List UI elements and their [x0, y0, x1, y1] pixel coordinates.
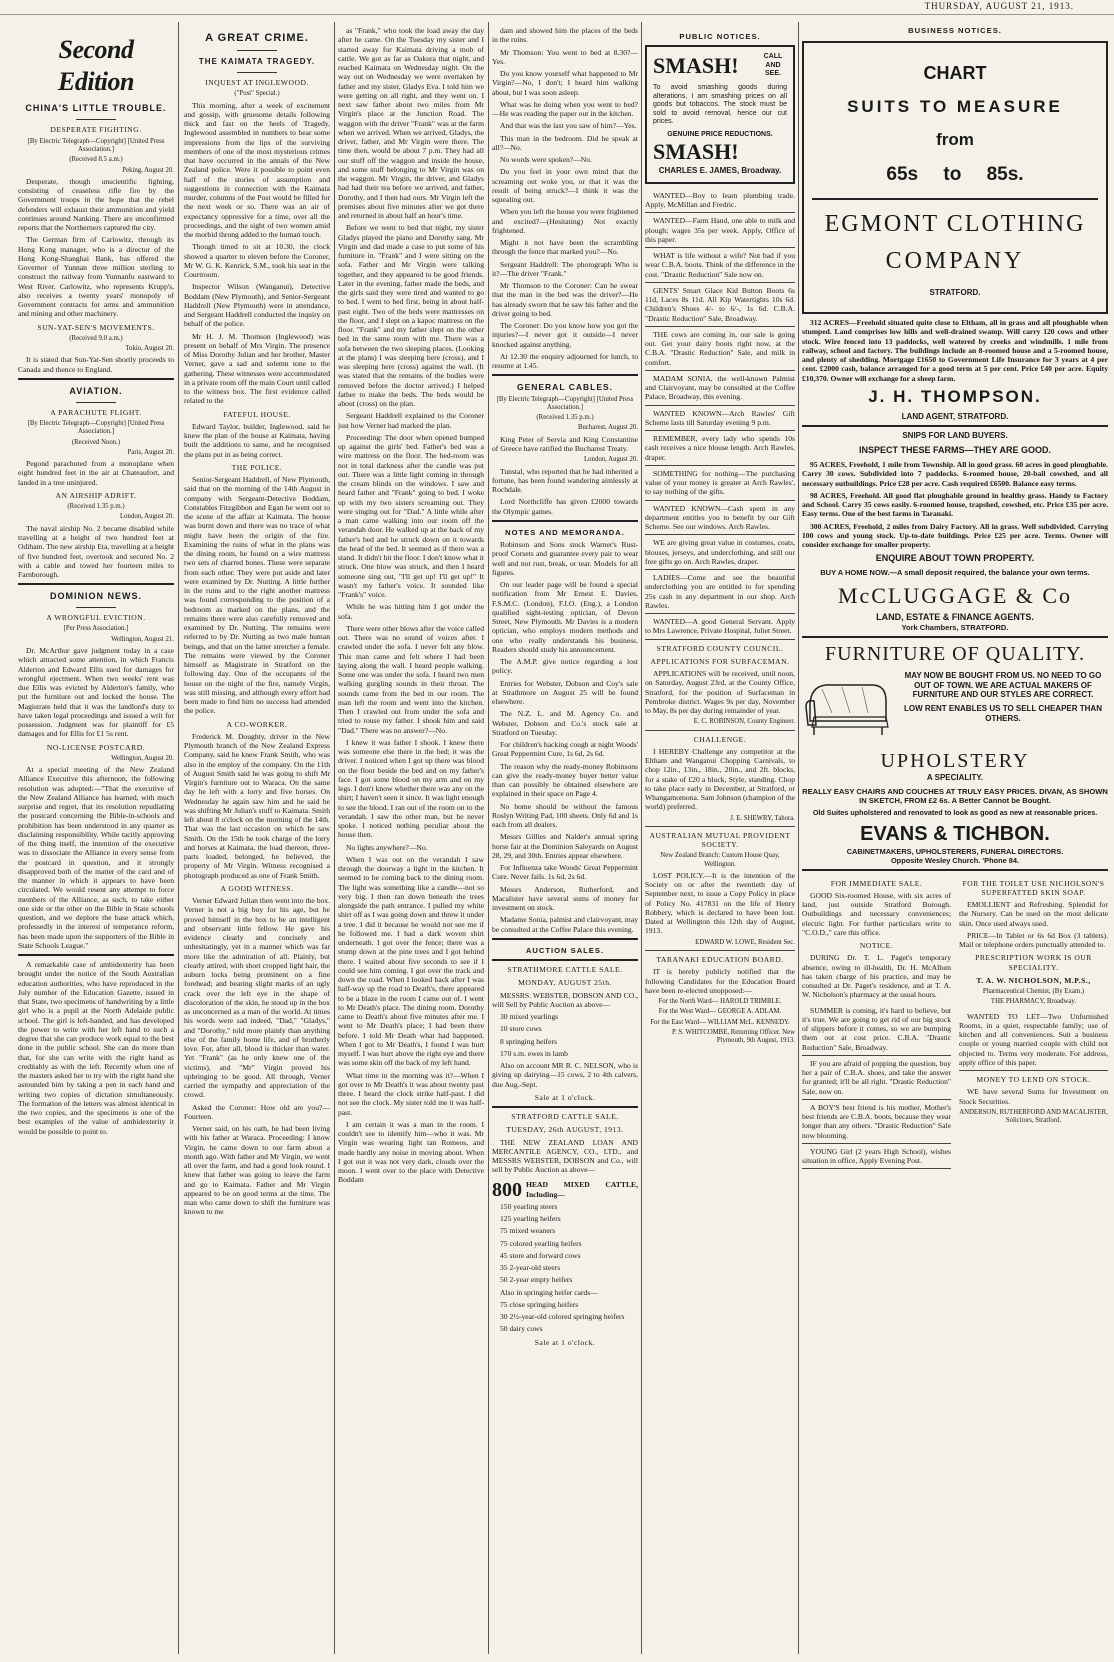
subheadline: STRATHMORE CATTLE SALE. — [507, 965, 623, 975]
article-paragraph: Messrs Gillies and Nalder's annual spring horse fair at the Dominion Saleyards on August 28, 29, and 30th. Entries appear elsewhere. — [492, 832, 638, 860]
old-suites: Old Suites upholstered and renovated to look as good as new at reasonable prices. — [812, 808, 1098, 818]
article-paragraph: Tunstal, who reported that he had inherited a fortune, has been found wandering aimlessly at Rochdale. — [492, 466, 638, 495]
notice-text: IT is hereby publicly notified that the following Candidates for the Education Board have been re-elected unopposed:— — [645, 967, 795, 995]
head-count: 800 — [492, 1178, 522, 1201]
column-2 — [184, 26, 330, 1654]
list-item: 75 mixed weaners — [500, 1226, 556, 1236]
divider — [76, 607, 116, 608]
dateline: London, August 20. — [120, 513, 174, 521]
received-time: (Received 1.35 p.m.) — [536, 414, 594, 422]
classified-ad: YOUNG Girl (2 years High School), wishes situation in office, Apply Evening Post. — [802, 1144, 951, 1170]
article-paragraph: The Coroner: Do you know how you got the injuries?—I never got it outside—I never knocked against anything. — [492, 321, 638, 349]
article-paragraph: Before we went to bed that night, my sister Gladys played the piano and Dorothy sang. Mr Virgin and dad made a case to put some of his furniture in. "Frank" and I were sitting on the sofa. Father and Mr Virgin were talking together, and they appeared to be good friends. Later in the evening, father made the beds, and the girls said they were tired and wanted to go to bed. I went to bed first, being in about half-past eight. Two of the beds were mattresses on the floor, and I slept on a kapoc mattress on the floor. "Frank" and my father slept on the other bed in the same room with me. There was a sofa between the two sleeping places. (Looking at the plans) I was sleeping here (cross), and I was sleeping here (cross) against the wall. (It was stated that the remains of the bodies were removed before the doctor arrived.) I helped father to make the beds. The beds would be about (cross) on the plan. — [338, 223, 484, 408]
from-label: from — [936, 129, 974, 149]
article-paragraph: The reason why the ready-money Robinsons can give the ready-money buyer better value than can possibly be obtained elsewhere are explained in their space on Page 4. — [492, 761, 638, 799]
article-paragraph: Frederick M. Doughty, driver in the New Plymouth branch of the New Zealand Express Company, said he knew Frank Smith, who was also in the employ of the company. On the 11th of August Smith said he was going to shift Mr Virgin's furniture out to Waraca. On the same day he left with a lorry and five horses. On Wednesday he again saw him and he said he was shifting Mr Julian's stuff to Kaimata. Smith left about 8 o'clock on the morning of the 14th. That was the last occasion on which he saw Smith. On the 15th he took charge of the lorry and horses at Kaimata, the load thereon, three-parts loaded, belonged, he believed, the property of Mr Virgin. Witness recognised a photograph produced as one of Frank Smith. — [184, 731, 330, 880]
article-paragraph: Verner said, on his oath, he had been living with his father at Waraca. Proceeding: I know Virgin, he came down to our farm about a month ago. With father and Mr Virgin, we went all over the farm, and had a good look round. I knew that father was going to leave the farm and go to Kaimata. Father and Mr Virgin appeared to be on good terms at the time. The man who came down to shift the furniture was known to me — [184, 1124, 330, 1217]
article-paragraph: Proceeding: The door when opened bumped up against the girls' bed. Father's bed was a wire mattress on the floor. The bed-room was not in total darkness after the candle was put out. There was a little light coming in through the cream blinds on the windows. I saw and heard father and "Frank" going to bed. I woke up with my two sisters screaming out. They were singing out for "Dad." A little while after a man came walking into our room off the verandah door. He walked up at the back of my father's bed and he struck down on it towards the head of the bed. It seemed as if there was a stand. It didn't hit the floor. I don't know what it struck. One blow was struck, and then I heard someone sing out, "I'll get up! I'll get up!" It wasn't my father's voice. It sounded like "Frank's" voice. — [338, 432, 484, 599]
prescription-heading: PRESCRIPTION WORK IS OUR SPECIALITY. — [975, 953, 1092, 972]
list-item: 45 store and forward cows — [500, 1250, 581, 1260]
list-item: 50 2-year empty heifers — [500, 1275, 573, 1285]
notice-heading: FOR IMMEDIATE SALE. — [830, 878, 923, 888]
column-rule — [641, 22, 642, 1654]
article-paragraph: Pegond parachuted from a monoplane when eight hundred feet in the air at Chateaufort, and landed in a tree uninjured. — [18, 459, 174, 487]
dateline: Wellington, August 21. — [111, 635, 174, 643]
article-paragraph: When I was out on the verandah I saw through the doorway a light in the kitchen. It seemed to be coming back to the dining room. The light was something like a candle—not so very big. I then ran down beneath the trees alongside the path entrance. I pulled my white shirt off as I was going down and threw it under a tree. I did it because he would not see me if he followed me. I had a dark woven shirt underneath. I got over the fence; there was a stump down at the pine trees and I got behind there. I waited about five seconds to see if I could see him coming. I got over the track and down the road. When I looked back after I was half-way up the road to Death's, there appeared to be a blaze in the room I came out of. I went to Mr Death's place. The dining room. Dorothy came to Death's about five minutes after me. I went to Mr Death's place; I had been there before. I told Mr Death what had happened. When I got to Mr Death's, I found I was hurt myself. I was hurt above the right eye and there was some skin off the back of my left hand. — [338, 854, 484, 1068]
subheadline: NO-LICENSE POSTCARD. — [46, 742, 146, 752]
notice-signature: J. E. SHEWRY, Tahora. — [730, 814, 795, 822]
column-rule — [178, 22, 179, 1654]
farm-listing: 312 ACRES—Freehold situated quite close to Eltham, all in grass and all ploughable when stumped. Land comprises low hills and well-drained swamp. Will carry 120 cows and other stock. Wire fenced into 13 paddocks, well watered by creeks and windmills. 1 mile from railway, school and factory. The buildings include an 8-roomed house and a 5-roomed house, and plenty of shedding. Mortgage £1650 to Government Life Insurance for 3 years at 4 per cent. £2000 cash, balance arranged for a good term at 5 per cent. Price £40 per acre. Equity £10,370. Owner will exchange for a sheep farm. — [802, 318, 1108, 383]
article-paragraph: At 12.30 the enquiry adjourned for lunch, to resume at 1.45. — [492, 351, 638, 370]
divider — [492, 938, 638, 940]
classified-ad: MADAM SONIA, the well-known Palmist and Clairvoyant, may be consulted at the Coffee Palace, Broadway, this evening. — [645, 371, 795, 406]
classified-ad: WANTED—Farm Hand, one able to milk and plough; wages 35s per week. Apply, Office of this paper. — [645, 213, 795, 248]
divider — [645, 730, 795, 731]
dateline: Bucharest, August 20. — [577, 424, 638, 432]
article-paragraph: Asked the Coroner: How old are you?—Fourteen. — [184, 1102, 330, 1121]
notice-text: GOOD Six-roomed House, with six acres of land, just outside Stratford Borough. Outbuildings and necessary conveniences; electric light. For further particulars write to "C.O.D.," care this office. — [802, 890, 951, 937]
evans-sub: CABINETMAKERS, UPHOLSTERERS, FUNERAL DIRECTORS. — [846, 846, 1064, 856]
classified-ad: A BOY'S best friend is his mother, Mother's best friends are C.B.A. boots, because they wear longer than any others. "Drastic Reduction" Sale now blooming. — [802, 1100, 951, 1144]
notice-heading: CHALLENGE. — [693, 734, 747, 744]
masthead — [0, 0, 1114, 15]
article-paragraph: This man in the bedroom. Did he speak at all?—No. — [492, 133, 638, 152]
column-3 — [338, 26, 484, 1654]
list-item: 8 springing heifers — [500, 1036, 557, 1046]
section-heading: PUBLIC NOTICES. — [679, 32, 761, 41]
suits-heading: SUITS TO MEASURE — [847, 97, 1063, 117]
article-paragraph: The A.M.P. give notice regarding a lost policy. — [492, 657, 638, 676]
article-paragraph: No lights anywhere?—No. — [346, 842, 428, 852]
divider — [237, 72, 277, 73]
section-heading: BUSINESS NOTICES. — [908, 26, 1002, 35]
article-paragraph: At a special meeting of the New Zealand Alliance Executive this afternoon, the following resolution was adopted:—"That the executive of the New Zealand Alliance has learned, with much surprise and regret, that its resolution repudiating the postcard concerning the Bible-in-schools and prohibition has been understood in any quarter as disclaiming responsibility. While tacitly approving of the thing itself, the intention of the executive was to dissociate the Alliance in every sense from the postcard in question, and it strongly disapproved both of the matter of the card and of the manner in which it appears to have been circulated. We would resent any attempt to force members of the Alliance, as such, to take either one side or the other on the Bible in State schools question, and we deplore the base attack which, professedly in the interest of temperance reform, has been made upon the supporters of the Bible in State Schools League." — [18, 765, 174, 950]
subheadline: INQUEST AT INGLEWOOD. — [205, 78, 309, 88]
list-item: 30 mixed yearlings — [500, 1012, 559, 1022]
buy-home: BUY A HOME NOW.—A small deposit required, the balance your own terms. — [820, 568, 1090, 578]
headline: NOTES AND MEMORANDA. — [505, 527, 625, 537]
notice-text: LOST POLICY.—It is the intention of the Society on or after the twentieth day of September next, to issue a Copy Policy in place of Policy No. 417831 on the life of Henry Robbery, which is declared to have been lost. Dated at Wellington this 12th day of August, 1913. — [645, 870, 795, 936]
chemist-sub: Pharmaceutical Chemist, (By Exam.) — [982, 988, 1085, 996]
column-rule — [488, 22, 489, 1654]
enquire-heading: ENQUIRE ABOUT TOWN PROPERTY. — [875, 553, 1035, 564]
call-and-see: CALL AND SEE. — [763, 53, 783, 78]
soap-heading: FOR THE TOILET USE NICHOLSON'S SUPERFATTED SKIN SOAP. — [962, 878, 1105, 897]
genuine-reductions: GENUINE PRICE REDUCTIONS. — [667, 130, 773, 138]
divider — [18, 954, 174, 956]
notice-heading: AUSTRALIAN MUTUAL PROVIDENT SOCIETY. — [649, 830, 791, 850]
article-paragraph: And that was the last you saw of him?—Yes. — [500, 121, 637, 131]
soap-text: EMOLLIENT and Refreshing. Splendid for the Nursery. Can be used on the most delicate skin. Once used always used. — [959, 900, 1108, 928]
upholstery-heading: UPHOLSTERY — [880, 749, 1030, 772]
article-paragraph: Inspector Wilson (Wanganui), Detective Boddam (New Plymouth), and Senior-Sergeant Haddrell (New Plymouth) were in attendance, and Sergeant Haddrell conducted the inquiry on behalf of the police. — [184, 282, 330, 329]
column-6 — [802, 26, 1108, 1654]
classified-ad: THE cows are coming in, our sale is going out. Get your dairy boots right now, at the C.B.A. "Drastic Reduction" Sale, and milk in comfort. — [645, 327, 795, 371]
article-paragraph: What was he doing when you went to bed?—He was reading the paper out in the kitchen. — [492, 99, 638, 118]
soap-price: PRICE—In Tablet or 6s 6d Box (3 tablets). Mail or telephone orders punctually attended to. — [959, 930, 1108, 950]
received-time: (Received 8.5 a.m.) — [69, 156, 123, 164]
classified-ad: GENTS' Smart Glace Kid Button Boots 6s 11d, Laces 8s 11d. All Kip Watertights 10s 6d. Children's Shoes 4/- to 6/-, 1s 6d. C.B.A. "Drastic Reduction" Sale, Broadway. — [645, 283, 795, 327]
thompson-sub: LAND AGENT, STRATFORD. — [901, 411, 1009, 421]
divider — [645, 826, 795, 827]
list-item: 50 dairy cows — [500, 1324, 543, 1334]
evans-addr: Opposite Wesley Church. 'Phone 84. — [890, 855, 1020, 865]
mccluggage-heading: McCLUGGAGE & Co — [837, 583, 1073, 609]
article-paragraph: Also on account MR R. C. NELSON, who is giving up dairying—15 cows, 2 to 4th calvers, due Aug.-Sept. — [492, 1061, 638, 1089]
notice-signature: EDWARD W. LOWE, Resident Sec. — [695, 938, 795, 946]
article-paragraph: Sergeant Haddrell: The photograph Who is it?—The driver "Frank." — [492, 259, 638, 278]
byline: ("Post" Special.) — [234, 90, 280, 98]
byline: [By Electric Telegraph—Copyright] [United Press Association.] — [27, 137, 165, 153]
james-signature: CHARLES E. JAMES, Broadway. — [658, 166, 782, 176]
classified-ad: SUMMER is coming, it's hard to believe, but it's true. We are going to get rid of our big stock of slippers before it comes, so we are bumping them out at cost price. C.B.A. "Drastic Reduction" Sale, Broadway. — [802, 1003, 951, 1056]
furniture-text: MAY NOW BE BOUGHT FROM US. NO NEED TO GO OUT OF TOWN. WE ARE ACTUAL MAKERS OF FURNITURE AND OUR STYLES ARE CORRECT. — [904, 670, 1102, 700]
list-item: 10 store cows — [500, 1024, 542, 1034]
chart-clothing-ad — [802, 41, 1108, 314]
list-item: Also in springing heifer cards— — [500, 1287, 598, 1297]
chemist-name: T. A. W. NICHOLSON, M.P.S., — [976, 975, 1091, 985]
egmont-town: STRATFORD. — [929, 288, 981, 298]
article-paragraph: Desperate, though unscientific fighting, consisting of ceaseless rifle fire by the Government troops in the hope that the rebel defenders will exhaust their ammunition and yield continues around Nanking. There are unconfirmed reports that the Northerners captured the city. — [18, 176, 174, 233]
furniture-heading: FURNITURE OF QUALITY. — [824, 643, 1086, 666]
divider — [18, 583, 174, 585]
article-paragraph: The N.Z. L. and M. Agency Co. and Webster, Dobson and Co.'s stock sale at Stratford on Tuesday. — [492, 709, 638, 737]
classified-ad: WANTED KNOWN—Arch Rawles' Gift Scheme lasts till Saturday evening 9 p.m. — [645, 406, 795, 432]
article-paragraph: THE NEW ZEALAND LOAN AND MERCANTILE AGENCY, CO., LTD., and MESSRS WEBSTER, DOBSON and Co., will sell by Public Auction as above— — [492, 1137, 638, 1175]
dateline: Paris, August 20. — [127, 448, 174, 456]
article-paragraph: Though timed to sit at 10.30, the clock showed a quarter to eleven before the Coroner, Mr W. G. K. Kenrick, S.M., took his seat in the Courtroom. — [184, 242, 330, 280]
received-time: (Received 9.0 a.m.) — [69, 334, 123, 342]
snips-heading: SNIPS FOR LAND BUYERS. — [902, 431, 1008, 441]
divider — [802, 636, 1108, 638]
article-paragraph: I am certain it was a man in the room. I couldn't see to identify him—who it was. Mr Virgin was wearing light tan Romeos, and made hardly any noise in moving about. When I got out it was not very dark, clouds over the moon. I went over to the place with Detective Boddam — [338, 1119, 484, 1185]
classified-ad: LADIES—Come and see the beautiful underclothing you are entitled to for spending 25s cash in any department in our shop. Arch Rawles. — [645, 570, 795, 614]
furniture-low-rent: LOW RENT ENABLES US TO SELL CHEAPER THAN OTHERS. — [904, 704, 1102, 723]
head-label: HEAD MIXED CATTLE, Including— — [526, 1180, 638, 1199]
article-paragraph: Might it not have been the scrambling through the fence that marked you?—No. — [492, 238, 638, 257]
subheadline: THE POLICE. — [231, 462, 283, 472]
classified-ad: WE are giving great value in costumes, coats, blouses, jerseys, and underclothing, and still our free gifts go on. Arch Rawles, draper. — [645, 535, 795, 570]
subheadline: STRATFORD CATTLE SALE. — [511, 1112, 619, 1122]
headline: CHINA'S LITTLE TROUBLE. — [25, 103, 167, 114]
sale-date: TUESDAY, 26th AUGUST, 1913. — [506, 1125, 624, 1135]
list-item: 125 yearling heifers — [500, 1214, 561, 1224]
article-paragraph: MESSRS. WEBSTER, DOBSON AND CO., will Sell by Public Auction as above— — [492, 990, 638, 1009]
article-paragraph: Mr Thomson: You went to bed at 8.30?—Yes. — [492, 47, 638, 66]
column-rule — [798, 22, 799, 1654]
sale-time: Sale at 1 o'clock. — [534, 1337, 596, 1347]
article-paragraph: Messrs Anderson, Rutherford, and Macalister have several sums of money for investment on stock. — [492, 884, 638, 913]
divider — [76, 402, 116, 403]
divider — [237, 50, 277, 51]
article-paragraph: No home should be without the famous Roslyn Writing Pad, 100 sheets. Only 6d and 1s each from all dealers. — [492, 801, 638, 830]
dateline: London, August 20. — [584, 456, 638, 464]
notice-heading: MONEY TO LEND ON STOCK. — [976, 1075, 1091, 1085]
egmont-company: COMPANY — [885, 248, 1025, 275]
subheadline: A PARACHUTE FLIGHT. — [50, 407, 142, 417]
classified-ad: REMEMBER, every lady who spends 10s cash receives a nice blouse length. Arch Rawles, draper. — [645, 431, 795, 466]
price-range: 65s to 85s. — [886, 163, 1024, 185]
farm-listing: 95 ACRES, Freehold, 1 mile from Township. All in good grass. 60 acres in good ploughable. Carry 30 cows. Subdivided into 7 paddocks. 6-roomed house, 20-bail cowshed, and all necessary outbuildings. Price £28 per acre. Cash required £6500. Balance easy terms. — [802, 460, 1108, 488]
article-paragraph: Mr Thomson to the Coroner: Can he swear that the man in the bed was the driver?—He has already sworn that he saw his father and the driver going to bed. — [492, 281, 638, 318]
article-paragraph: Sergeant Haddrell explained to the Coroner just how Verner had marked the plan. — [338, 411, 484, 430]
list-item: For the North Ward— HAROLD TRIMBLE. — [658, 998, 782, 1005]
smash-heading: SMASH! — [653, 53, 739, 79]
received-time: (Received Noon.) — [71, 438, 121, 446]
classified-ad: SOMETHING for nothing—The purchasing value of your money is greater at Arch Rawles', to say nothing of the gifts. — [645, 466, 795, 501]
article-paragraph: Senior-Sergeant Haddrell, of New Plymouth, said that on the morning of the 14th August in company with Sergeant-Detective Boddam, Constables Fitzgibbon and Egan he went out to the scene of the affair at Kaimata. The house was burnt down and there was no trace of what might have been the origin of the fire. Examining the ruins of what in the plans was the dining room, he found on a wire mattress two sets of charred bones. These were separate from each other. They were put aside and later were examined by Dr. Nutting. A little further in the ruins and to the right another mattress was found corresponding to the position of a bedroom as marked on the plans, and the remains there were also carefully removed and examined by Dr. Nutting. The remains were referred to by Dr. Nutting as two male human beings, and that on the latter stretcher a female. The remains were viewed by the Coroner himself as Magistrate in Stratford on the following day. One of the occupants of the house on the night of the fire, namely Virgin, was still missing, and although every effort had been made to find him no success had attended the police. — [184, 475, 330, 716]
dateline: Wellington, August 20. — [111, 754, 174, 762]
divan-sketch-icon — [802, 673, 892, 743]
article-paragraph: This morning, after a week of excitement and gossip, with gruesome details following thick and fast on the heels of Tragedy, Inglewood assembled in numbers to hear some impressions from the lips of the surviving members of one of the most mysterious crimes that have occurred in the annals of the New Zealand police. Were it possible to point even half of the stories of assumption and suggestions in connection with the Kaimata murder, columns of the Post would be filled for the next week or so. There was an air of expectancy oppressive for a time, over all the proceedings, and the sight of two women amid the morbid throng added to the human touch. — [184, 100, 330, 240]
upholstery-sub: A SPECIALITY. — [926, 773, 984, 783]
list-item: 35 2-year-old steers — [500, 1263, 561, 1273]
subheadline: FATEFUL HOUSE. — [223, 409, 291, 419]
headline: AUCTION SALES. — [525, 945, 605, 955]
edition-heading: Second Edition — [58, 35, 134, 96]
subheadline: A GOOD WITNESS. — [220, 883, 294, 893]
classified-ad: WANTED—Boy to learn plumbing trade. Apply, McMillan and Fredric. — [645, 188, 795, 214]
thompson-heading: J. H. THOMPSON. — [868, 386, 1042, 406]
divider — [492, 374, 638, 376]
notice-signature: E. C. ROBINSON, County Engineer. — [693, 718, 795, 726]
article-paragraph: as "Frank," who took the load away the day after he came. On the Tuesday my sister and I started away for Kaimata driving a mob of cattle. We got as far as Oakura that night, and reached Kaimata on Wednesday night. On the way out on Wednesday we were overtaken by father and my sister, Gladys Eva. I told him we were getting on all right, and they went on. I next saw father about two miles from Mr Virgin's place at the Junction Road. The waggon with the driver "Frank" was at the farm when we arrived. When we arrived, Gladys, the driver, father, and Mr Virgin were there. The time then, would be about 7 p.m. They had all our stuff off the waggon and inside the house, and some stuff belonging to Mr Virgin was on the waggon. Mr Virgin, the driver, and Gladys had had their tea before we arrived, and father, Dorothy, and I then had ours. Mr Virgin left the premises about five minutes after we got there and returned in about half an hour's time. — [338, 26, 484, 220]
notice-heading: NOTICE. — [859, 941, 894, 951]
article-paragraph: Robinson and Sons stock Warner's Rust-proof Corsets and guarantee every pair to wear well and not rust, break, or tear. Models for all figures. — [492, 540, 638, 577]
article-paragraph: Madame Sonia, palmist and clairvoyant, may be consulted at the Coffee Palace this evening. — [492, 915, 638, 934]
column-1 — [18, 26, 174, 1654]
list-item: For the East Ward— WILLIAM McL. KENNEDY. — [650, 1018, 790, 1026]
received-time: (Received 1.35 p.m.) — [67, 503, 125, 511]
article-paragraph: Do you know yourself what happened to Mr Virgin?—No, I don't; I heard him walking about, but I was soon asleep. — [492, 69, 638, 97]
divider — [492, 959, 638, 961]
classified-ad: IF you are afraid of popping the question, buy her a pair of C.B.A. shoes, and take the answer for granted; it'll be all right. "Drastic Reduction" Sale, now on. — [802, 1056, 951, 1100]
classified-ad: WANTED—A good General Servant. Apply to Mrs Lawrence, Private Hospital, Juliet Street. — [645, 614, 795, 640]
article-paragraph: While he was hitting him I got under the sofa. — [338, 602, 484, 621]
article-paragraph: On our leader page will be found a special notification from Mr Ernest E. Davies, F.S.M.C. (London), F.I.O. (Eng.), a London qualified sight-testing optician, of Devon Street, New Plymouth. Mr Davies is a modern optician, who employs modern methods and one who really understands his business. Readers should study his announcement. — [492, 580, 638, 654]
byline: [By Electric Telegraph—Copyright] [United Press Association.] — [496, 395, 634, 411]
classified-ad: WANTED TO LET—Two Unfurnished Rooms, in a quiet, respectable family; use of kitchen and all conveniences. Suit a business couple or young married couple with child not objected to. Terms very moderate. For address, apply office of this paper. — [959, 1009, 1108, 1072]
headline: GENERAL CABLES. — [516, 382, 614, 393]
subheadline: AN AIRSHIP ADRIFT. — [55, 490, 137, 500]
notice-heading: TARANAKI EDUCATION BOARD. — [656, 955, 784, 964]
headline: DOMINION NEWS. — [50, 591, 142, 602]
headline: A GREAT CRIME. — [205, 32, 309, 44]
notice-text: WE have several Sums for Investment on Stock Securities. — [959, 1087, 1108, 1106]
divider — [802, 425, 1108, 427]
list-item: 150 yearling steers — [500, 1201, 558, 1211]
article-paragraph: Dr. McArthur gave judgment today in a case which attracted some attention, in which Francis Alderton and Edward Ellis sued for damages for wrongful ejectment. When two weeks' rent was due Ellis was evicted by Alderton's family, who put the furniture out and locked the house. The Magistrate held that it was the landlord's duty to have taken legal proceedings and issued a writ for possession. Judgment was for plaintiff for £5 damages and for Ellis for £1 5s rent. — [18, 646, 174, 739]
headline: AVIATION. — [69, 385, 123, 396]
list-item: 30 2½-year-old colored springing heifers — [500, 1312, 625, 1322]
article-paragraph: What time in the morning was it?—When I got over to Mr Death's it was about twenty past three. I heard the clock strike half-past. I did not see the clock. My sister told me it was half-past. — [338, 1070, 484, 1117]
divider — [492, 1106, 638, 1108]
smash-heading: SMASH! — [653, 139, 739, 165]
mccluggage-addr: York Chambers, STRATFORD. — [901, 623, 1009, 633]
divider — [18, 378, 174, 380]
divider — [492, 520, 638, 522]
subheadline: DESPERATE FIGHTING. — [50, 125, 142, 135]
divider — [802, 869, 1108, 871]
evans-heading: EVANS & TICHBON. — [860, 823, 1050, 846]
farm-listing: 98 ACRES, Freehold. All good flat ploughable ground in healthy grass. Handy to Factory and School. Carry 35 cows easily. 6-roomed house, trapshed, cowshed, etc. Price £35 per acre. Easy terms. One of the best farms in Taranaki. — [802, 490, 1108, 519]
dateline: Peking, August 20. — [122, 166, 174, 174]
article-paragraph: It is stated that Sun-Yat-Sen shortly proceeds to Canada and thence to England. — [18, 355, 174, 374]
article-paragraph: For Influenza take Woods' Great Peppermint Cure. Never fails. 1s 6d, 2s 6d. — [492, 863, 638, 882]
sale-date: MONDAY, AUGUST 25th. — [518, 978, 612, 988]
notice-signature: P. S. WHITCOMBE, Returning Officer. New Plymouth, 9th August, 1913. — [671, 1028, 795, 1045]
sale-time: Sale at 1 o'clock. — [534, 1092, 596, 1102]
farm-listing: 300 ACRES, Freehold, 2 miles from Dairy Factory. All in grass. Well subdivided. Carrying 100 cows and young stock. Up-to-date buildings. Price £25 per acre. Terms. Owner will consider exchange for smaller property. — [802, 521, 1108, 550]
notice-heading: STRATFORD COUNTY COUNCIL. — [656, 643, 784, 653]
list-item: 75 close springing heifers — [500, 1299, 579, 1309]
article-paragraph: Lord Northcliffe has given £2000 towards the Olympic games. — [492, 497, 638, 516]
subheadline: A WRONGFUL EVICTION. — [46, 613, 146, 623]
column-4 — [492, 26, 638, 1654]
smash-text: To avoid smashing goods during alterations, I am smashing prices on all goods but tobaccos. The stock must be sold to avoid removal, hence our cut prices. — [653, 84, 787, 126]
classified-ad: WHAT is life without a wife? Not bad if you wear C.B.A. boots. Think of the difference in the cost. "Drastic Reduction" Sale now on. — [645, 248, 795, 283]
notice-text: I HEREBY Challenge any competitor at the Eltham and Wanganui Chopping Carnivals, to chop 12in., 13in., 18in., 20in., and 2ft. blocks, for a stake of £20 a block, Style, standing. Chop to take place early in December, at Stratford, or Whangamomona. Sam Johnson (champion of the world) preferred. — [645, 746, 795, 812]
article-paragraph: A remarkable case of ambidexterity has been brought under the notice of the South Australian education authorities, who have reproduced in the July number of the Education Gazette, issued in that State, two specimens of handwriting by a little girl who is a pupil at the North Adelaide public school. The girl is left-handed, and has developed the power to write with her left hand to such a degree that she can produce work equal to the best done in the public school. She can do more than that, for she can write with the right hand as creditably as with the left. Recently when one of the masters asked her to try with the right hand she astounded him by taking a pen in each hand and writing two copies of dictation simultaneously. The formation of the letters was almost identical in the two copies, and the specimens is one of the best examples of the value of ambidexterity it would be possible to point to. — [18, 960, 174, 1136]
divider — [76, 119, 116, 120]
byline: [By Electric Telegraph—Copyright] [United Press Association.] — [27, 420, 165, 436]
article-paragraph: Mr H. J. M. Thomson (Inglewood) was present on behalf of Mrs Virgin. The presence of Miss Dorothy Julian and her brother, Master Verner, gave a sad and solemn tone to the gathering. These witnesses were accommodated in a private room off the main Court until called to the witness box. The first evidence called related to the — [184, 331, 330, 406]
chemist-addr: THE PHARMACY, Broadway. — [990, 998, 1077, 1006]
article-paragraph: The German firm of Carlowitz, through its Hong Kong manager, who is a director of the Hong Kong-Shanghai Bank, has offered the Governor of Yunnan three million sterling to construct the railway from Yunnanfu eastward to West River. Carlowitz, who represents Krupp's, also receives a twenty years' monopoly of Government contracts for arms and ammunition and mining and other machinery. — [18, 235, 174, 319]
article-paragraph: King Peter of Servia and King Constantine of Greece have ratified the Bucharest Treaty. — [492, 434, 638, 453]
subheadline: SUN-YAT-SEN'S MOVEMENTS. — [37, 322, 155, 332]
notice-text: APPLICATIONS will be received, until noon, on Saturday, August 23rd, at the County Office, Stratford, for the position of Surfaceman in Pembroke district. Wages 9s per day, November to May, 8s per day during remainder of year. — [645, 669, 795, 716]
list-item: 170 s.m. ewes in lamb — [500, 1048, 568, 1058]
dateline: Tokio, August 20. — [125, 345, 174, 353]
subheadline: A CO-WORKER. — [226, 719, 288, 729]
notice-text: DURING Dr. T. L. Paget's temporary absence, owing to ill-health, Dr. H. McAllum has taken charge of his practice, and may be consulted at Dr. Paget's residence, and at T. A. W. Nicholson's pharmacy at the usual hours. — [802, 953, 951, 1000]
column-5 — [645, 26, 795, 1654]
subheadline: THE KAIMATA TRAGEDY. — [198, 57, 316, 67]
article-paragraph: No words were spoken?—No. — [500, 155, 592, 164]
article-paragraph: Entries for Webster, Dobson and Coy's sale at Strathmore on August 25 will be found elsewhere. — [492, 678, 638, 707]
chart-heading: CHART — [923, 63, 987, 84]
article-paragraph: The naval airship No. 2 became disabled while travelling at a height of two hundred feet at Odiham. The new airship Eta, travelling at a height of five hundred feet, overtook and secured No. 2 with a cable and towed her fourteen miles to Farnborough. — [18, 523, 174, 579]
egmont-name: EGMONT CLOTHING — [824, 210, 1086, 237]
article-paragraph: When you left the house you were frightened and excited?—(Hesitating) Not exactly frightened. — [492, 207, 638, 235]
list-item: 75 colored yearling heifers — [500, 1238, 582, 1248]
notice-signature: ANDERSON, RUTHERFORD AND MACALISTER, Solicitors, Stratford. — [959, 1108, 1108, 1125]
article-paragraph: There were other blows after the voice called out. There was no sound of voices after. I crawled under the sofa. I never felt any blow. This man came and felt where I had been laying along the wall. I heard people walking. Some one was under the sofa. I heard two men walking gurgling sounds in their throat. The sounds came from the bed in our room. The man left the room and went into the kitchen. Then I crawled out from under the sofa and tried to rouse my father. I shook him and said "Dad." There was no answer?—No. — [338, 623, 484, 735]
article-paragraph: dam and showed him the places of the beds in the ruins. — [492, 26, 638, 45]
article-paragraph: Verner Edward Julian then went into the box. Verner is not a big boy for his age, but he proved himself in the box to be an intelligent and observant little fellow. He gave his evidence clearly and concisely and unhesitatingly, yet in a manner which was far more like the admiration of all. Plainly, but clearly attired, with short cropped light hair, the auburn locks being prominent on a fine forehead; and bearing slight marks of an ugly crack over the left eye in the shape of discoloration of the skin, he stood up in the box as unconcerned as a man of the world. At times his words were sad indeed, "Dad," "Gladys," and "Dorothy," told more plainly than anything else of the family home life, and of brotherly love. For, after all, blood is thicker than water. Yet "Frank" (as he only knew one of the victims), and "Mr" Virgin proved his upbringing to be good. All through, Verner carried the sympathy and appreciation of the crowd. — [184, 896, 330, 1100]
masthead-date: THURSDAY, AUGUST 21, 1913. — [924, 1, 1074, 11]
list-item: For the West Ward— GEORGE A. ADLAM. — [658, 1008, 782, 1016]
byline: [Per Press Association.] — [63, 625, 129, 633]
classified-ad: WANTED KNOWN—Cash spent in any department entitles you to benefit by our Gift Scheme. See our windows. Arch Rawles. — [645, 501, 795, 536]
smash-ad — [645, 45, 795, 184]
divider — [645, 950, 795, 951]
notice-subheading: New Zealand Branch: Custom House Quay, Wellington. — [660, 852, 780, 868]
notice-subheading: APPLICATIONS FOR SURFACEMAN. — [650, 656, 790, 666]
article-paragraph: For children's hacking cough at night Woods' Great Peppermint Cure, 1s 6d, 2s 6d. — [492, 740, 638, 759]
article-paragraph: Edward Taylor, builder, Inglewood, said he knew the plan of the house at Kaimata, having built the additions to same, and he recognised the plans put in as being correct. — [184, 421, 330, 459]
mccluggage-sub: LAND, ESTATE & FINANCE AGENTS. — [876, 612, 1034, 623]
column-rule — [334, 22, 335, 1654]
article-paragraph: Do you feel in your own mind that the screaming out woke you, or that it was the result of being struck?—I think it was the squealing out. — [492, 167, 638, 204]
inspect-heading: INSPECT THESE FARMS—THEY ARE GOOD. — [858, 445, 1052, 456]
easy-chairs: REALLY EASY CHAIRS AND COUCHES AT TRULY EASY PRICES. DIVAN, AS SHOWN IN SKETCH, FROM £2 6s. A Better Cannot be Bought. — [802, 786, 1108, 806]
article-paragraph: I knew it was father I shook. I knew there was someone else there in the bed; it was the driver. I noticed when I got up there was blood on the floor beside the bed and on my father's face. I got some blood on my arm and on my legs. I don't know whether there was any on the shirt; I haven't seen it since. It was light enough to see the blood. I ran out of the room on to the verandah. I saw the other man, but he never spoke. I noticed nothing peculiar about the house then. — [338, 737, 484, 840]
